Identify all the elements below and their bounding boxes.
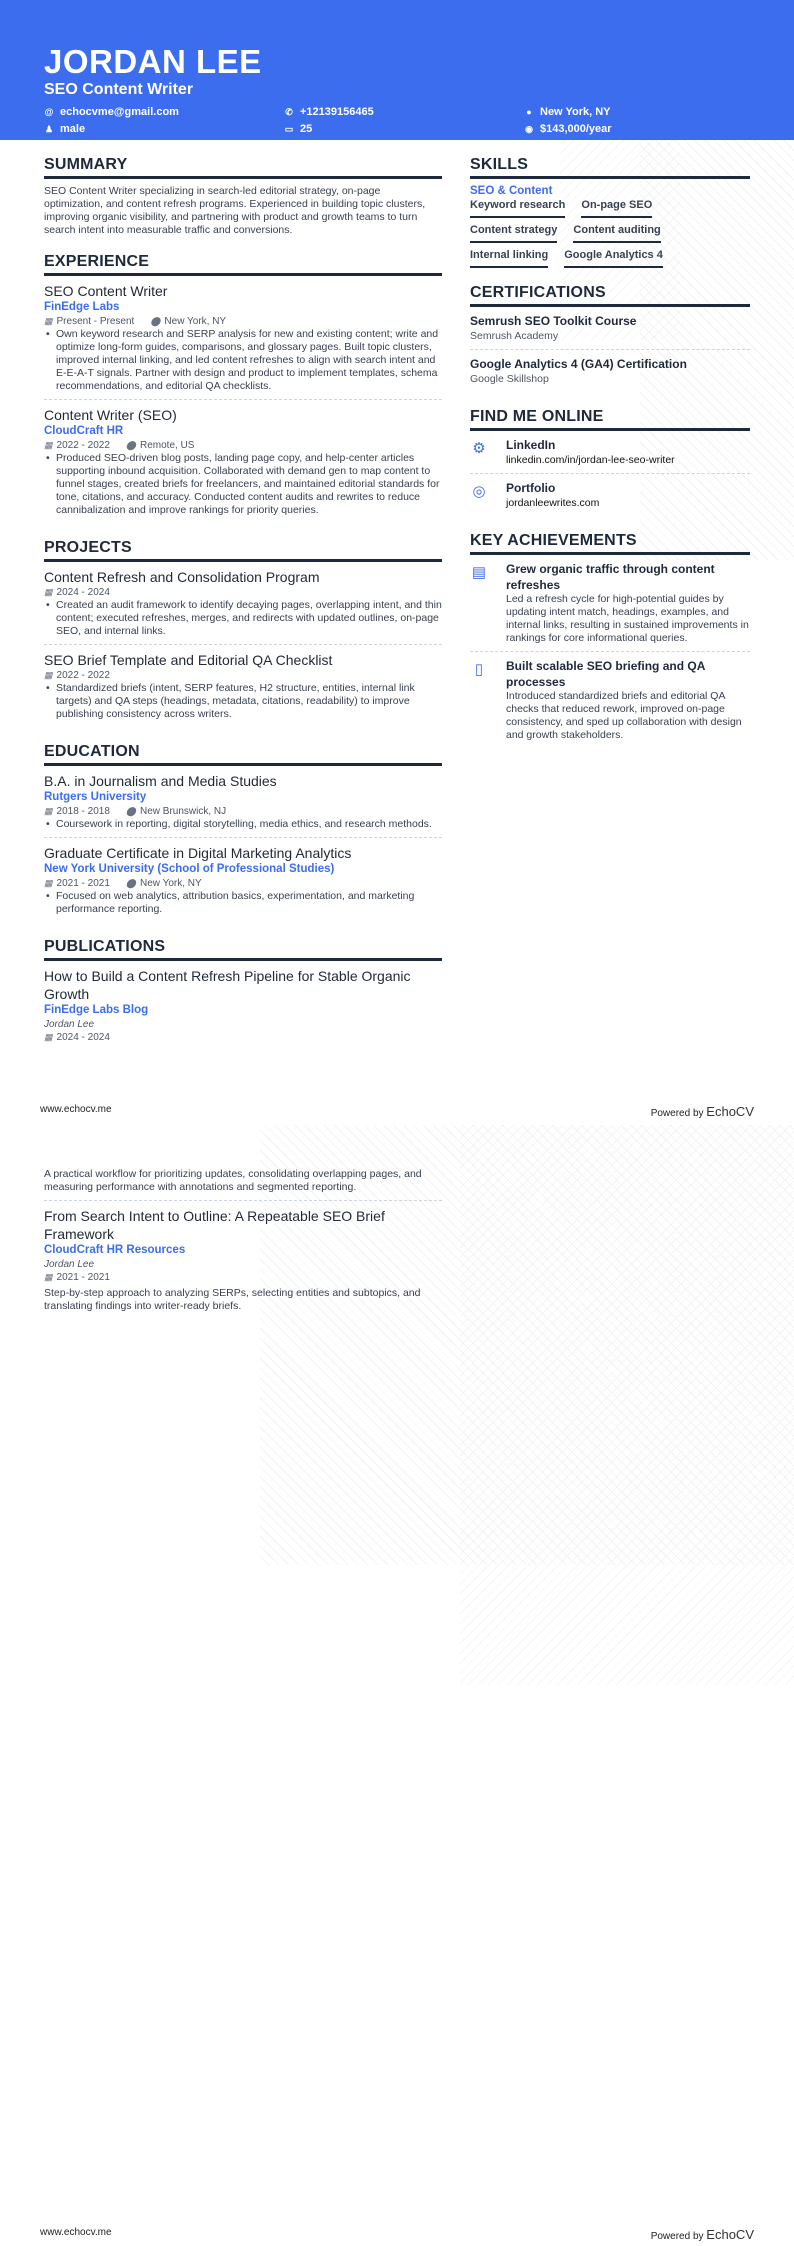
online-section [470, 408, 750, 516]
school: Rutgers University [44, 791, 147, 803]
skill-list [470, 199, 750, 268]
contact-value: echocvme@gmail.com [60, 106, 179, 118]
link-url[interactable]: jordanleewrites.com [506, 497, 600, 509]
item-meta [44, 877, 442, 890]
location-icon: ⬤ [125, 878, 136, 888]
dates: 2021 - 2021 [56, 1272, 110, 1283]
project-item [44, 568, 442, 645]
resume-header [0, 0, 794, 140]
page-footer [40, 2227, 754, 2242]
dates: 2021 - 2021 [56, 878, 110, 889]
item-meta [44, 805, 442, 818]
publisher: FinEdge Labs Blog [44, 1004, 149, 1016]
person-icon: ♟ [44, 123, 54, 134]
item-meta [44, 439, 442, 452]
location-icon: ⬤ [150, 316, 161, 326]
section-heading: SKILLS [470, 156, 750, 179]
contact-location [524, 106, 764, 118]
job-title: Content Writer (SEO) [44, 407, 177, 423]
gear-icon: ⚙ [472, 440, 486, 457]
cert-title: Semrush SEO Toolkit Course [470, 314, 637, 328]
location-icon: ⬤ [125, 440, 136, 450]
contact-value: male [60, 123, 86, 135]
publication-desc: A practical workflow for prioritizing updates, consolidating overlapping pages, and measuring performance with annotations and segmented reporting. [44, 1168, 422, 1193]
powered-by: Powered by [650, 2231, 704, 2242]
skill-tag: Keyword research [470, 199, 565, 218]
calendar-icon: ▦ [44, 587, 53, 597]
author: Jordan Lee [44, 1259, 95, 1270]
publication-desc: Step-by-step approach to analyzing SERPs, selecting entities and subtopics, and translating findings into writer-ready briefs. [44, 1287, 421, 1312]
location-icon: ● [526, 107, 532, 117]
calendar-icon: ▦ [44, 316, 53, 326]
dates: 2024 - 2024 [56, 587, 110, 598]
skill-category: SEO & Content [470, 185, 553, 197]
author: Jordan Lee [44, 1019, 95, 1030]
footer-powered [651, 2227, 754, 2242]
project-item [44, 651, 442, 727]
contact-salary [524, 123, 764, 135]
location: New York, NY [139, 878, 202, 889]
skill-tag: Internal linking [470, 249, 548, 268]
certification-item [470, 356, 750, 392]
calendar-icon: ▦ [44, 878, 53, 888]
project-title: SEO Brief Template and Editorial QA Checklist [44, 652, 333, 668]
publication-item [44, 967, 442, 1044]
section-heading: CERTIFICATIONS [470, 284, 750, 307]
section-heading: SUMMARY [44, 156, 442, 179]
calendar-icon: ▦ [44, 670, 53, 680]
certification-item [470, 313, 750, 350]
contact-email[interactable] [44, 106, 284, 118]
contact-value: +12139156465 [300, 106, 374, 118]
footer-site[interactable]: www.echocv.me [40, 2227, 112, 2238]
contact-value: $143,000/year [540, 123, 612, 135]
achievement-item [470, 658, 750, 748]
location: Remote, US [139, 440, 195, 451]
bullet: • Focused on web analytics, attribution basics, experimentation, and marketing performance reporting. [44, 890, 442, 916]
item-meta [44, 669, 442, 682]
achievement-item [470, 561, 750, 652]
page-footer [40, 1104, 754, 1119]
company-name: CloudCraft HR [44, 425, 124, 437]
money-icon: ◉ [525, 123, 533, 134]
dates: 2018 - 2018 [56, 806, 110, 817]
achievement-title: Built scalable SEO briefing and QA processes [506, 659, 705, 689]
contact-value: New York, NY [540, 106, 611, 118]
skill-tag: On-page SEO [581, 199, 652, 218]
achievement-title: Grew organic traffic through content refreshes [506, 562, 715, 592]
education-item [44, 844, 442, 922]
contact-gender [44, 123, 284, 135]
item-meta [44, 1271, 442, 1284]
document-search-icon: ▤ [471, 564, 487, 581]
achievements-section [470, 532, 750, 748]
bullet: • Coursework in reporting, digital storytelling, media ethics, and research methods. [44, 818, 442, 831]
publication-continued [44, 1168, 442, 1201]
publisher: CloudCraft HR Resources [44, 1244, 186, 1256]
section-heading: FIND ME ONLINE [470, 408, 750, 431]
link-label: LinkedIn [506, 438, 556, 452]
school: New York University (School of Professional Studies) [44, 863, 335, 875]
brand-logo: EchoCV [706, 1104, 754, 1119]
calendar-icon: ▭ [284, 123, 294, 134]
location-icon: ⬤ [125, 806, 136, 816]
bullet: • Produced SEO-driven blog posts, landing page copy, and help-center articles supporting inbound acquisition. Collaborated with demand gen to map content to funnel stages, created briefs for freelancers, and maintained editorial standards for tone, citations, and accuracy. Conducted content audits and rewrites to reduce cannibalization and improve rankings for priority queries. [44, 452, 442, 517]
skill-tag: Content strategy [470, 224, 557, 243]
calendar-icon: ▦ [44, 1032, 53, 1042]
experience-item [44, 282, 442, 400]
right-column [470, 156, 750, 754]
cert-issuer: Semrush Academy [470, 330, 559, 342]
bullet: • Created an audit framework to identify decaying pages, overlapping intent, and thin content; executed refreshes, merges, and redirects with updated outlines, on-page SEO, and internal links. [44, 599, 442, 638]
section-heading: PUBLICATIONS [44, 938, 442, 961]
degree: Graduate Certificate in Digital Marketing Analytics [44, 845, 352, 861]
calendar-icon: ▦ [44, 1272, 53, 1282]
footer-powered [651, 1104, 754, 1119]
achievement-desc: Introduced standardized briefs and editorial QA checks that reduced rework, improved on-page consistency, and sped up collaboration with design and growth stakeholders. [506, 690, 742, 741]
certifications-section [470, 284, 750, 392]
online-item-portfolio[interactable] [470, 480, 750, 516]
achievement-desc: Led a refresh cycle for high-potential guides by updating intent match, headings, examples, and internal links, resulting in sustained improvements in rankings for core informational queries. [506, 593, 749, 644]
section-heading: PROJECTS [44, 539, 442, 562]
cert-issuer: Google Skillshop [470, 373, 549, 385]
location: New Brunswick, NJ [139, 806, 227, 817]
degree: B.A. in Journalism and Media Studies [44, 773, 277, 789]
section-heading: KEY ACHIEVEMENTS [470, 532, 750, 555]
contact-age [284, 123, 524, 135]
bullet: • Own keyword research and SERP analysis for new and existing content; write and optimize long-form guides, comparisons, and glossary pages. Built topic clusters, improved internal linking, and led content refreshes to align with search intent and E-E-A-T signals. Partner with design and product to implement templates, schema recommendations, and editorial QA checklists. [44, 328, 442, 393]
skills-section [470, 156, 750, 268]
skill-tag: Google Analytics 4 [564, 249, 663, 268]
left-column [44, 156, 442, 1044]
candidate-title: SEO Content Writer [44, 81, 194, 98]
footer-site[interactable]: www.echocv.me [40, 1104, 112, 1115]
section-heading: EXPERIENCE [44, 253, 442, 276]
education-section [44, 743, 442, 922]
online-item-linkedin[interactable] [470, 437, 750, 474]
job-title: SEO Content Writer [44, 283, 168, 299]
calendar-icon: ▦ [44, 440, 53, 450]
location: New York, NY [164, 316, 227, 327]
projects-section [44, 539, 442, 727]
tablet-icon: ▯ [474, 661, 484, 678]
publications-section [44, 938, 442, 1044]
summary-text: SEO Content Writer specializing in search-led editorial strategy, on-page optimization, and content refresh programs. Experienced in building topic clusters, improving organic visibility, and partnering with product and growth teams to turn search intent into measurable traffic and conversions. [44, 185, 426, 236]
item-meta [44, 1031, 442, 1044]
education-item [44, 772, 442, 838]
experience-item [44, 406, 442, 523]
company-name: FinEdge Labs [44, 301, 120, 313]
dates: Present - Present [56, 316, 135, 327]
summary-section [44, 156, 442, 237]
phone-icon: ✆ [285, 106, 293, 117]
item-meta [44, 315, 442, 328]
contact-phone[interactable] [284, 106, 524, 118]
contact-value: 25 [300, 123, 313, 135]
powered-by: Powered by [650, 1108, 704, 1119]
left-column-page-2 [44, 1168, 442, 1325]
bullet: • Standardized briefs (intent, SERP features, H2 structure, entities, internal link targets) and QA steps (headings, metadata, citations, readability) to improve publishing consistency across writers. [44, 682, 442, 721]
publication-title: How to Build a Content Refresh Pipeline for Stable Organic Growth [44, 968, 411, 1002]
link-url[interactable]: linkedin.com/in/jordan-lee-seo-writer [506, 454, 675, 466]
candidate-name: JORDAN LEE [44, 43, 262, 80]
dates: 2022 - 2022 [56, 440, 110, 451]
project-title: Content Refresh and Consolidation Program [44, 569, 320, 585]
publication-item [44, 1207, 442, 1319]
dates: 2024 - 2024 [56, 1032, 110, 1043]
dates: 2022 - 2022 [56, 670, 110, 681]
contact-info [44, 106, 750, 135]
brand-logo: EchoCV [706, 2227, 754, 2242]
experience-section [44, 253, 442, 523]
link-label: Portfolio [506, 481, 556, 495]
item-meta [44, 586, 442, 599]
skill-tag: Content auditing [573, 224, 660, 243]
globe-icon: ◎ [472, 483, 486, 500]
cert-title: Google Analytics 4 (GA4) Certification [470, 357, 687, 371]
background-pattern [460, 1125, 794, 1685]
publication-title: From Search Intent to Outline: A Repeatable SEO Brief Framework [44, 1208, 385, 1242]
calendar-icon: ▦ [44, 806, 53, 816]
at-icon: @ [44, 107, 54, 117]
section-heading: EDUCATION [44, 743, 442, 766]
